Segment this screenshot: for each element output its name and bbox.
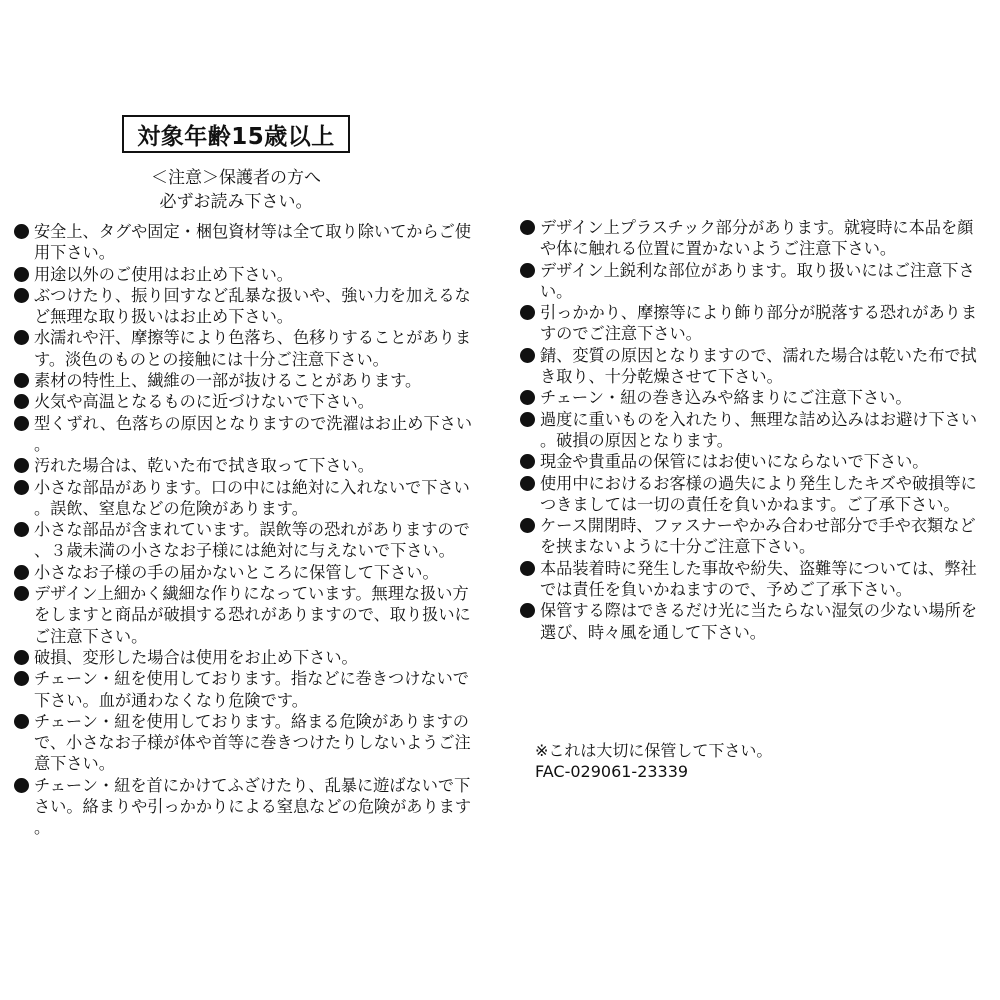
product-code: FAC-029061-23339 (535, 762, 689, 781)
bullet-icon (14, 224, 29, 239)
caution-item-text: チェーン・紐を首にかけてふざけたり、乱暴に遊ばないで下さい。絡まりや引っかかりによる窒息などの危険があります。 (34, 775, 472, 838)
caution-item (12, 285, 477, 328)
caution-heading (122, 166, 350, 214)
caution-item-text: 水濡れや汗、摩擦等により色落ち、色移りすることがあります。淡色のものとの接触には十分ご注意下さい。 (34, 328, 472, 369)
bullet-icon (520, 348, 535, 363)
caution-item-text: チェーン・紐を使用しております。指などに巻きつけないで下さい。血が通わなくなり危険です。 (34, 669, 469, 710)
age-label-box (122, 115, 350, 153)
footer (535, 740, 772, 782)
caution-item-text: 使用中におけるお客様の過失により発生したキズや破損等につきましては一切の責任を負いかねます。ご了承下さい。 (540, 473, 977, 514)
age-label: 対象年齢15歳以上 (137, 123, 335, 150)
caution-heading-line2: 必ずお読み下さい。 (159, 192, 313, 212)
caution-item-text: チェーン・紐の巻き込みや絡まりにご注意下さい。 (540, 388, 912, 408)
bullet-icon (14, 394, 29, 409)
bullet-icon (14, 522, 29, 537)
caution-item-text: 小さな部品が含まれています。誤飲等の恐れがありますので、３歳未満の小さなお子様には絶対に与えないで下さい。 (34, 520, 470, 561)
bullet-icon (520, 220, 535, 235)
caution-item-text: 破損、変形した場合は使用をお止め下さい。 (34, 647, 358, 667)
caution-item (12, 264, 477, 285)
caution-item (12, 455, 477, 476)
caution-item (12, 370, 477, 391)
bullet-icon (520, 412, 535, 427)
caution-item (12, 413, 477, 456)
caution-item (12, 327, 477, 370)
caution-item-text: 保管する際はできるだけ光に当たらない湿気の少ない場所を選び、時々風を通して下さい。 (540, 601, 978, 642)
bullet-icon (14, 416, 29, 431)
caution-item (518, 558, 988, 601)
bullet-icon (520, 476, 535, 491)
caution-item-text: 錆、変質の原因となりますので、濡れた場合は乾いた布で拭き取り、十分乾燥させて下さい。 (540, 345, 977, 387)
bullet-icon (520, 603, 535, 618)
caution-item-text: デザイン上細かく繊細な作りになっています。無理な扱い方をしますと商品が破損する恐れがありますので、取り扱いにご注意下さい。 (34, 584, 471, 646)
caution-heading-line1: ＜注意＞保護者の方へ (151, 168, 321, 188)
bullet-icon (520, 390, 535, 405)
bullet-icon (14, 565, 29, 580)
caution-item (518, 260, 988, 303)
caution-item-text: 用途以外のご使用はお止め下さい。 (34, 264, 293, 284)
caution-item (12, 519, 477, 562)
caution-item (518, 387, 988, 408)
caution-item-text: デザイン上鋭利な部位があります。取り扱いにはご注意下さい。 (540, 260, 975, 301)
caution-item (518, 217, 988, 260)
bullet-icon (14, 288, 29, 303)
caution-item (12, 391, 477, 412)
caution-item-text: 引っかかり、摩擦等により飾り部分が脱落する恐れがありますのでご注意下さい。 (540, 303, 978, 344)
bullet-icon (14, 778, 29, 793)
caution-item-text: 小さな部品があります。口の中には絶対に入れないで下さい。誤飲、窒息などの危険があります。 (34, 477, 470, 518)
caution-item (12, 775, 477, 839)
bullet-icon (520, 518, 535, 533)
bullet-icon (14, 671, 29, 686)
caution-item-text: 型くずれ、色落ちの原因となりますので洗濯はお止め下さい。 (34, 413, 473, 454)
caution-item-text: ぶつけたり、振り回すなど乱暴な扱いや、強い力を加えるなど無理な取り扱いはお止め下さい。 (34, 285, 471, 327)
bullet-icon (14, 373, 29, 388)
caution-item-text: ケース開閉時、ファスナーやかみ合わせ部分で手や衣類などを挟まないように十分ご注意下さい。 (540, 516, 976, 557)
caution-item-text: 素材の特性上、繊維の一部が抜けることがあります。 (34, 371, 422, 391)
caution-item (518, 473, 988, 516)
caution-item-text: 汚れた場合は、乾いた布で拭き取って下さい。 (34, 456, 374, 476)
caution-item-text: チェーン・紐を使用しております。絡まる危険がありますので、小さなお子様が体や首等に巻きつけたりしないようご注意下さい。 (34, 711, 471, 774)
caution-item-text: 過度に重いものを入れたり、無理な詰め込みはお避け下さい。破損の原因となります。 (540, 409, 978, 450)
left-caution-list (12, 221, 477, 839)
bullet-icon (520, 561, 535, 576)
bullet-icon (14, 586, 29, 601)
caution-item (12, 477, 477, 520)
bullet-icon (14, 650, 29, 665)
caution-item (518, 515, 988, 558)
caution-item-text: 現金や貴重品の保管にはお使いにならないで下さい。 (540, 452, 929, 472)
bullet-icon (520, 454, 535, 469)
caution-item-text: デザイン上プラスチック部分があります。就寝時に本品を顔や体に触れる位置に置かないようご注意下さい。 (540, 218, 974, 259)
caution-item (12, 647, 477, 668)
bullet-icon (14, 458, 29, 473)
caution-item (12, 583, 477, 647)
right-caution-list (518, 217, 988, 643)
caution-item-text: 火気や高温となるものに近づけないで下さい。 (34, 392, 374, 412)
caution-item (518, 409, 988, 452)
caution-item-text: 安全上、タグや固定・梱包資材等は全て取り除いてからご使用下さい。 (34, 222, 472, 263)
bullet-icon (14, 267, 29, 282)
caution-item (12, 711, 477, 775)
caution-item (518, 600, 988, 643)
bullet-icon (520, 305, 535, 320)
caution-item (518, 345, 988, 388)
bullet-icon (14, 714, 29, 729)
caution-item (518, 302, 988, 345)
caution-item (12, 562, 477, 583)
bullet-icon (520, 263, 535, 278)
bullet-icon (14, 330, 29, 345)
caution-item (12, 221, 477, 264)
caution-item-text: 小さなお子様の手の届かないところに保管して下さい。 (34, 562, 439, 582)
caution-item-text: 本品装着時に発生した事故や紛失、盗難等については、弊社では責任を負いかねますので、予めご了承下さい。 (540, 558, 977, 600)
bullet-icon (14, 480, 29, 495)
caution-item (12, 668, 477, 711)
footer-note: ※これは大切に保管して下さい。 (535, 741, 773, 760)
caution-item (518, 451, 988, 472)
